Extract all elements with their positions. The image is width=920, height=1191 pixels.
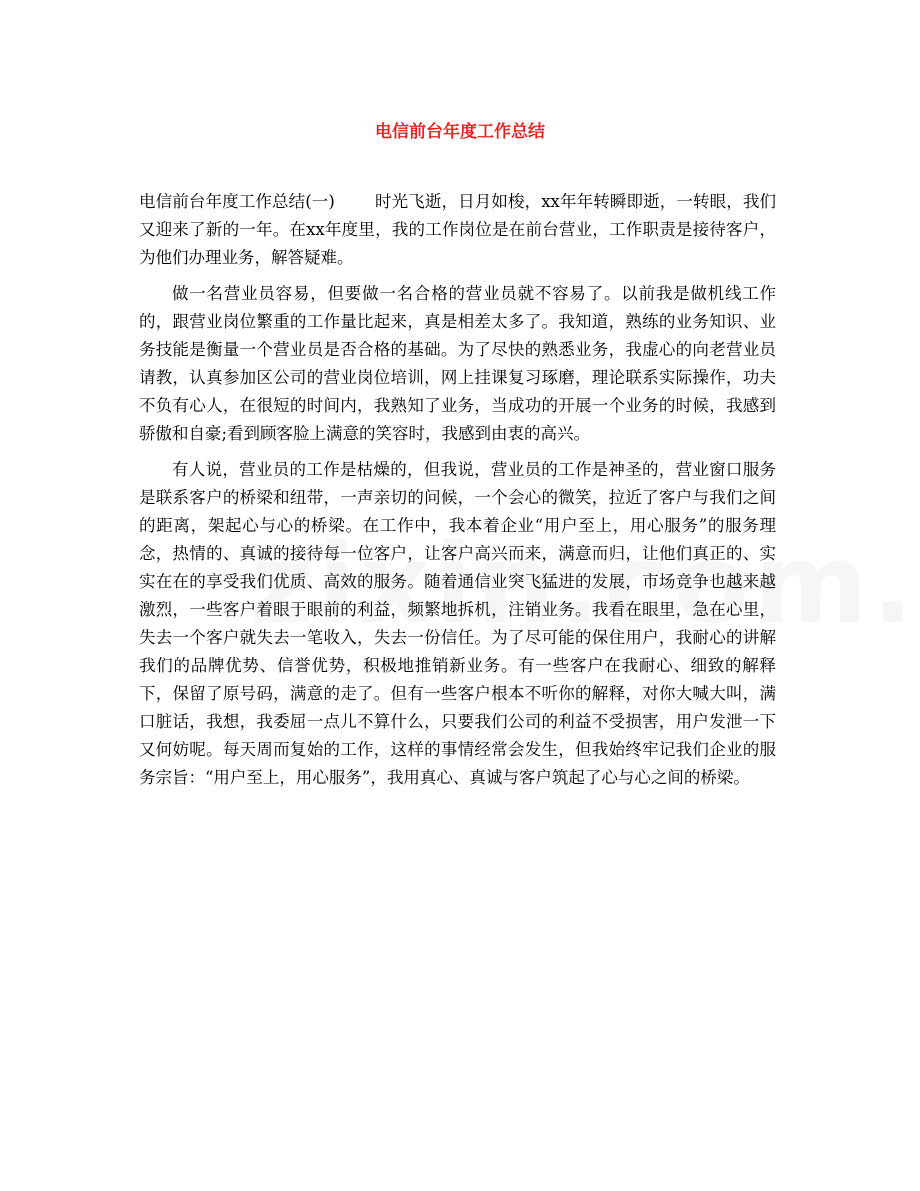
page-title: 电信前台年度工作总结 (375, 122, 545, 142)
paragraph: 做一名营业员容易，但要做一名合格的营业员就不容易了。以前我是做机线工作的，跟营业岗位繁重的工作量比起来，真是相差太多了。我知道，熟练的业务知识、业务技能是衡量一个营业员是否合格的基础。为了尽快的熟悉业务，我虚心的向老营业员请教，认真参加区公司的营业岗位培训，网上挂课复习琢磨，理论联系实际操作，功夫不负有心人，在很短的时间内，我熟知了业务，当成功的开展一个业务的时候，我感到骄傲和自豪;看到顾客脸上满意的笑容时，我感到由衷的高兴。 (139, 284, 776, 443)
document-body (139, 188, 776, 800)
paragraph-intro (139, 188, 776, 272)
intro-heading: 电信前台年度工作总结(一) (139, 192, 335, 211)
paragraph-text: 时光飞逝，日月如梭，xx年年转瞬即逝，一转眼，我们又迎来了新的一年。在xx年度里，我的工作岗位是在前台营业，工作职责是接待客户，为他们办理业务，解答疑难。 (139, 192, 776, 267)
paragraph: 有人说，营业员的工作是枯燥的，但我说，营业员的工作是神圣的，营业窗口服务是联系客户的桥梁和纽带，一声亲切的问候，一个会心的微笑，拉近了客户与我们之间的距离，架起心与心的桥梁。在工作中，我本着企业“用户至上，用心服务”的服务理念，热情的、真诚的接待每一位客户，让客户高兴而来，满意而归，让他们真正的、实实在在的享受我们优质、高效的服务。随着通信业突飞猛进的发展，市场竞争也越来越激烈，一些客户着眼于眼前的利益，频繁地拆机，注销业务。我看在眼里，急在心里，失去一个客户就失去一笔收入，失去一份信任。为了尽可能的保住用户，我耐心的讲解我们的品牌优势、信誉优势，积极地推销新业务。有一些客户在我耐心、细致的解释下，保留了原号码，满意的走了。但有一些客户根本不听你的解释，对你大喊大叫，满口脏话，我想，我委屈一点儿不算什么，只要我们公司的利益不受损害，用户发泄一下又何妨呢。每天周而复始的工作，这样的事情经常会发生，但我始终牢记我们企业的服务宗旨：“用户至上，用心服务”，我用真心、真诚与客户筑起了心与心之间的桥梁。 (139, 460, 776, 787)
